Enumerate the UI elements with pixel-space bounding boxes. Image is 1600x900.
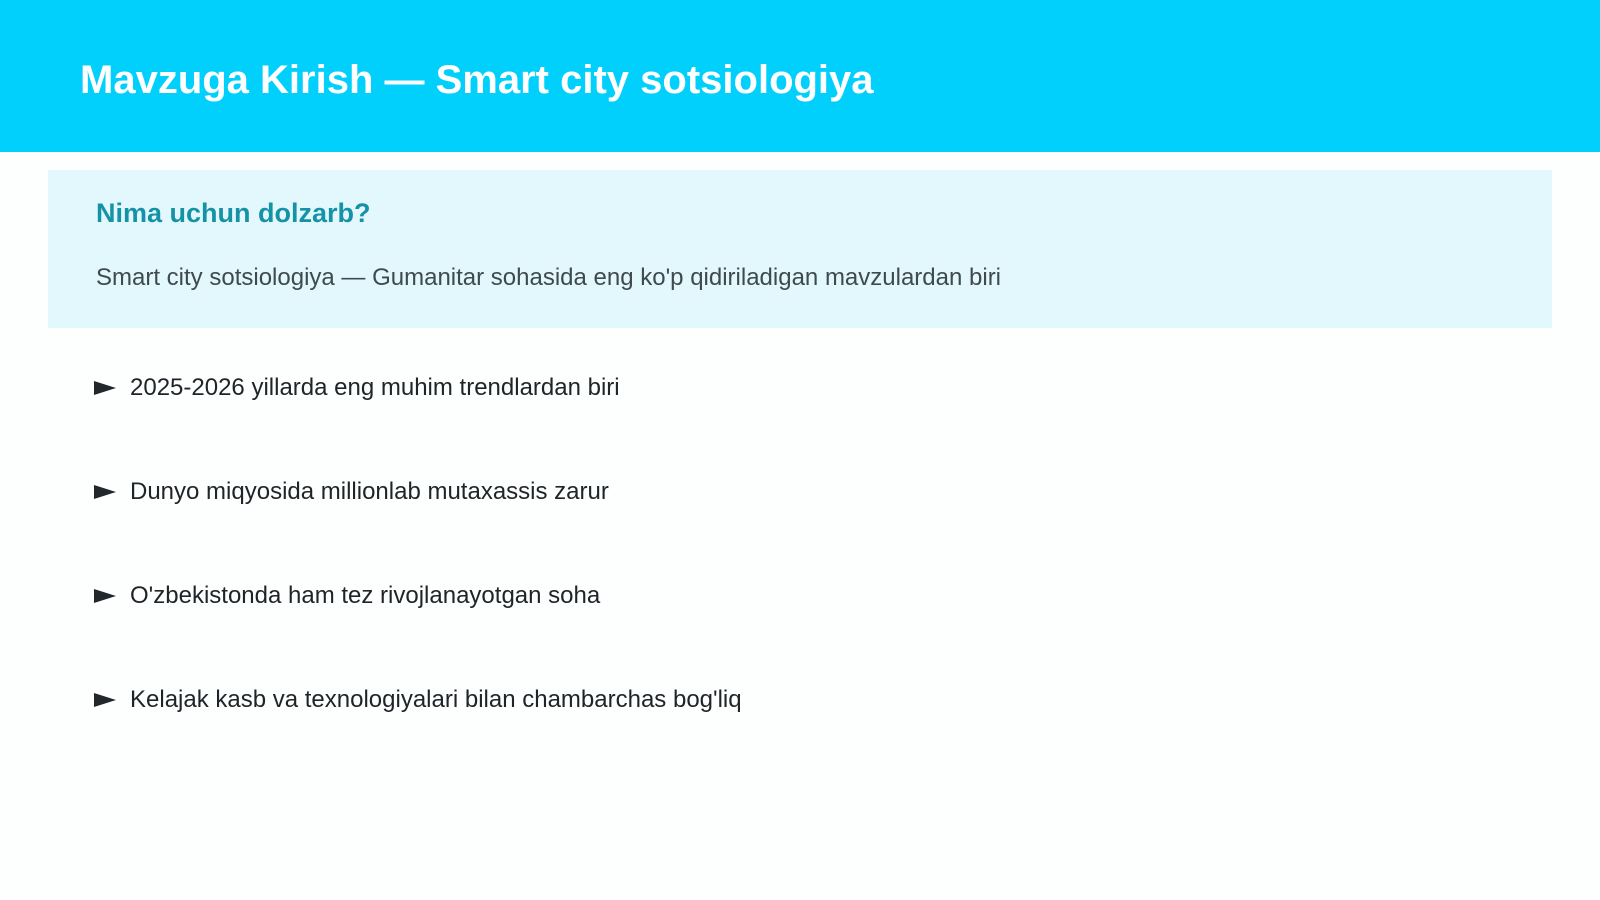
info-heading: Nima uchun dolzarb?	[96, 198, 371, 228]
bullet-text: Kelajak kasb va texnologiyalari bilan chambarchas bog'liq	[130, 686, 742, 713]
bullet-text: Dunyo miqyosida millionlab mutaxassis zarur	[130, 478, 609, 505]
bullet-item	[94, 372, 742, 404]
bullet-item	[94, 476, 742, 508]
bullet-item	[94, 580, 742, 612]
info-text: Smart city sotsiologiya — Gumanitar sohasida eng ko'p qidiriladigan mavzulardan biri	[96, 264, 1002, 291]
header-bar	[0, 0, 1600, 152]
info-box	[48, 170, 1552, 328]
triangle-right-icon	[94, 693, 116, 707]
bullet-item	[94, 684, 742, 716]
triangle-right-icon	[94, 589, 116, 603]
bullet-text: O'zbekistonda ham tez rivojlanayotgan soha	[130, 582, 601, 609]
triangle-right-icon	[94, 485, 116, 499]
triangle-right-icon	[94, 381, 116, 395]
slide-title: Mavzuga Kirish — Smart city sotsiologiya	[80, 58, 874, 102]
bullet-list	[94, 372, 742, 788]
bullet-text: 2025-2026 yillarda eng muhim trendlardan biri	[130, 374, 620, 401]
